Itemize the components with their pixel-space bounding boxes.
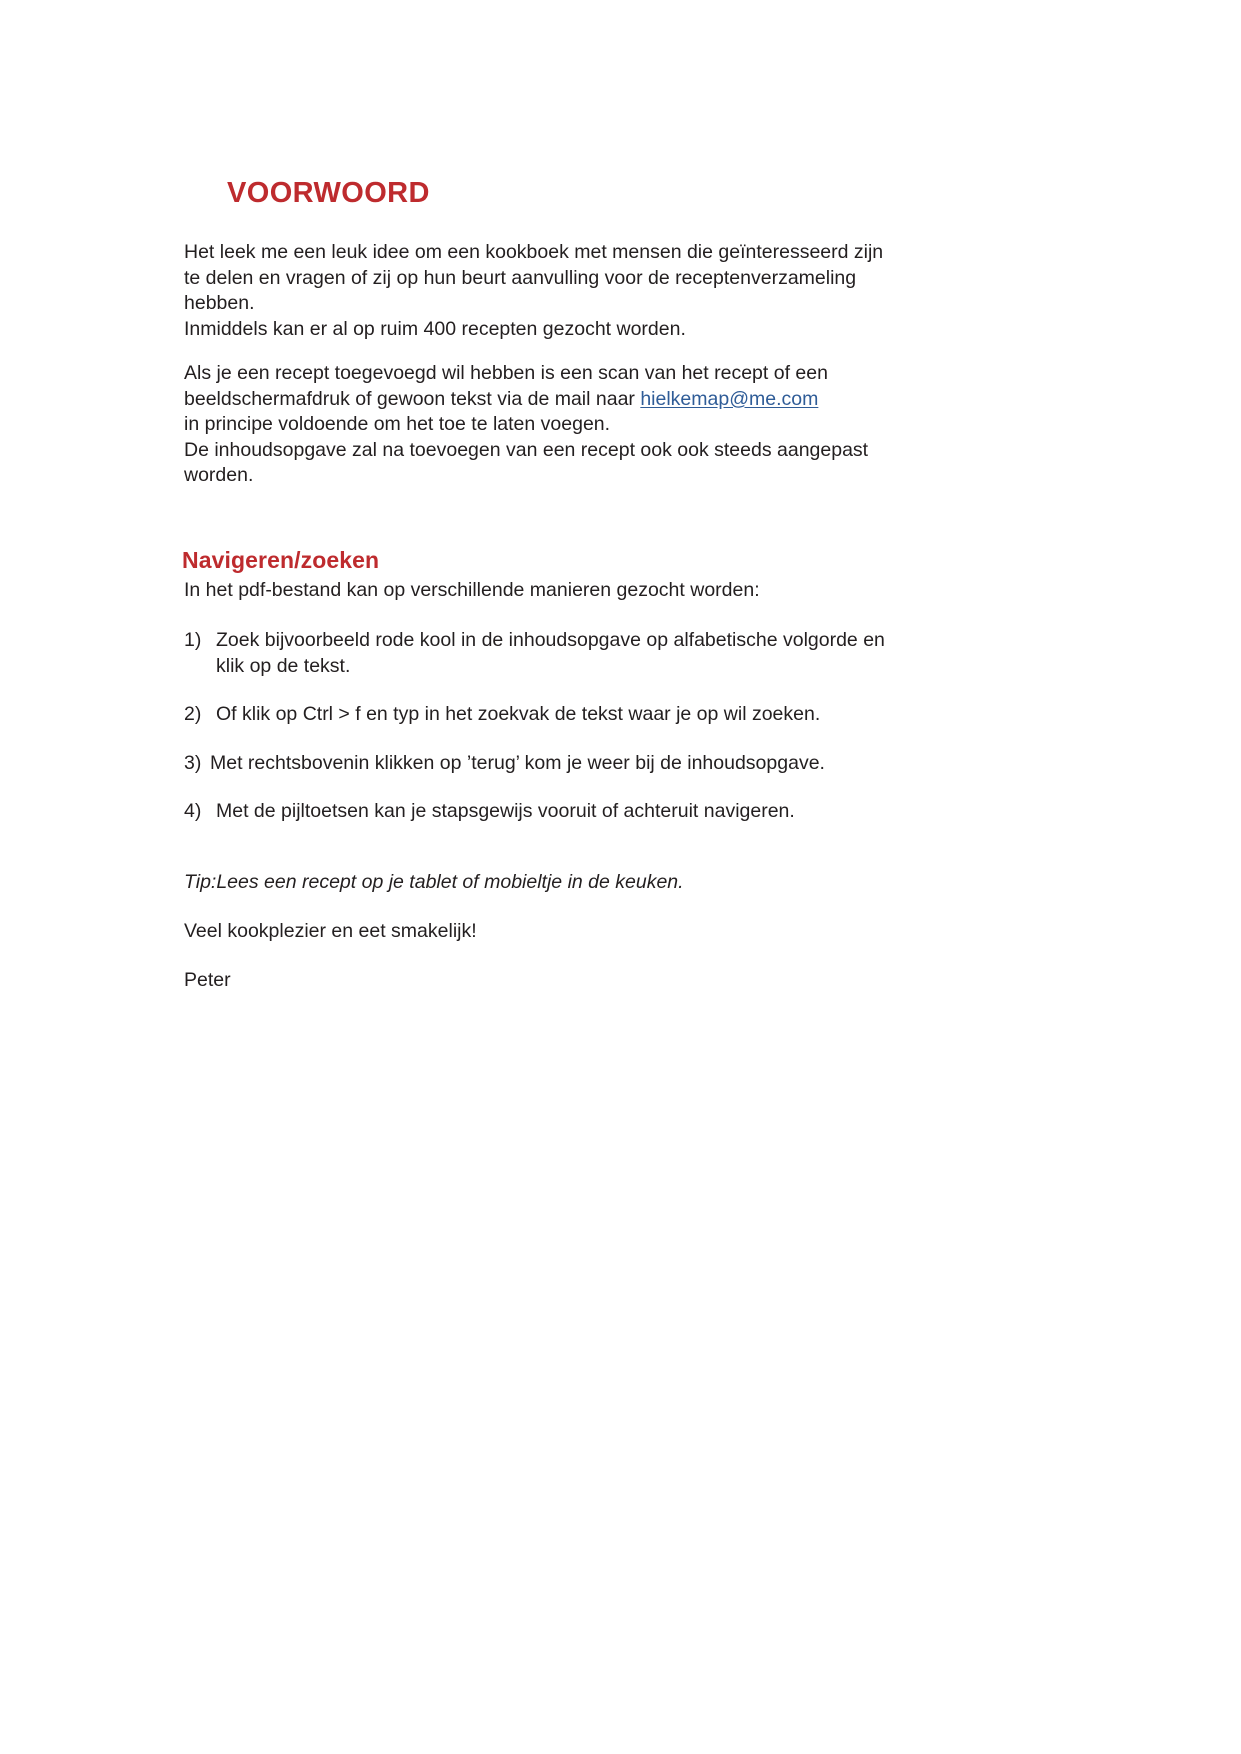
- list-item-text: [216, 702, 1084, 728]
- intro-line-1: Het leek me een leuk idee om een kookboek met mensen die geïnteresseerd zijn: [184, 241, 884, 263]
- email-link[interactable]: hielkemap@me.com: [640, 387, 819, 410]
- intro-line-2: te delen en vragen of zij op hun beurt aanvulling voor de receptenverzameling: [184, 266, 857, 289]
- list-item-text: [216, 628, 1084, 679]
- list-item-line-2: klik op de tekst.: [216, 654, 351, 677]
- closing-wish: Veel kookplezier en eet smakelijk!: [184, 920, 477, 942]
- list-item-text: [210, 751, 1084, 777]
- submission-line-4: De inhoudsopgave zal na toevoegen van een recept ook ook steeds aangepast: [184, 438, 869, 461]
- list-item-line-1: Met de pijltoetsen kan je stapsgewijs vooruit of achteruit navigeren.: [216, 800, 795, 822]
- search-intro-line-1: In het pdf-bestand kan op verschillende manieren gezocht worden:: [184, 579, 760, 601]
- list-item-line-1: Zoek bijvoorbeeld rode kool in de inhoudsopgave op alfabetische volgorde en: [216, 629, 885, 651]
- list-item-marker: 4): [184, 800, 202, 822]
- list-item-marker: 1): [184, 629, 202, 651]
- list-item-line-1: Of klik op Ctrl > f en typ in het zoekvak de tekst waar je op wil zoeken.: [216, 703, 821, 725]
- submission-line-2: [184, 387, 868, 413]
- tip-line: Tip:Lees een recept op je tablet of mobieltje in de keuken.: [184, 871, 684, 893]
- list-item-marker: 2): [184, 703, 202, 725]
- list-item-line-1: Met rechtsbovenin klikken op ’terug’ kom je weer bij de inhoudsopgave.: [210, 751, 825, 774]
- intro-paragraph: [184, 240, 883, 342]
- search-intro-paragraph: [184, 578, 760, 604]
- navigation-steps-list: [184, 628, 1084, 848]
- list-item: [184, 751, 1084, 777]
- submission-line-3: in principe voldoende om het toe te laten voegen.: [184, 413, 611, 435]
- list-item-text: [216, 799, 1084, 825]
- submission-line-2-text: beeldschermafdruk of gewoon tekst via de mail naar: [184, 387, 641, 410]
- list-item-marker: 3): [184, 751, 202, 774]
- list-item: [184, 628, 1084, 679]
- page-title: VOORWOORD: [227, 177, 430, 210]
- submission-line-1: Als je een recept toegevoegd wil hebben is een scan van het recept of een: [184, 362, 828, 384]
- signature: Peter: [184, 969, 231, 991]
- list-item: [184, 799, 1084, 825]
- submission-line-5: worden.: [184, 464, 254, 486]
- submission-paragraph: [184, 361, 868, 489]
- section-heading-navigeren-zoeken: Navigeren/zoeken: [182, 547, 380, 574]
- intro-line-4: Inmiddels kan er al op ruim 400 recepten gezocht worden.: [184, 317, 686, 340]
- intro-line-3: hebben.: [184, 292, 255, 314]
- list-item: [184, 702, 1084, 728]
